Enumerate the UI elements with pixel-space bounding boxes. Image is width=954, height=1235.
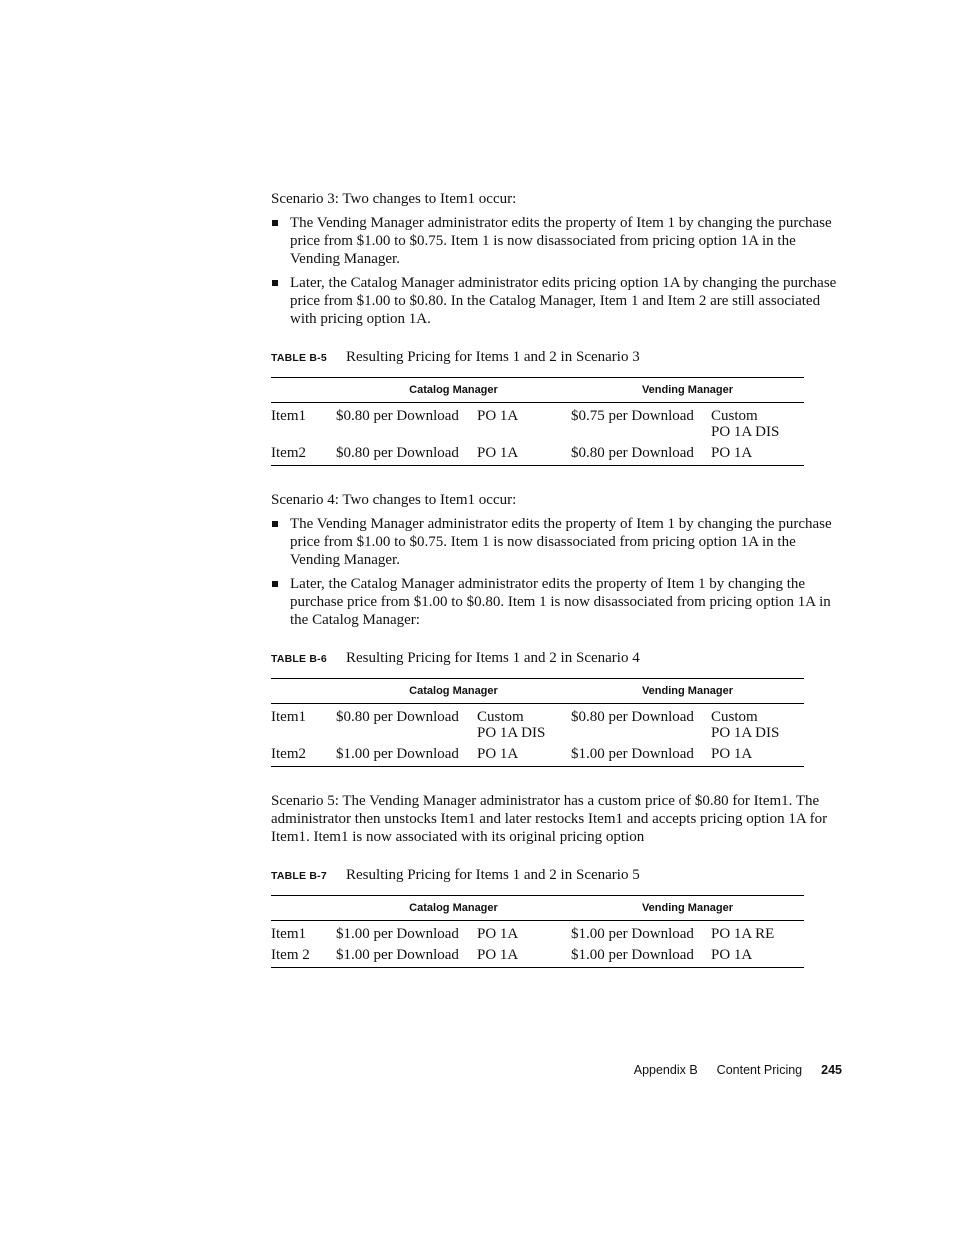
table-row xyxy=(271,403,804,441)
catalog-price-cell: $0.80 per Download xyxy=(336,408,459,424)
item-cell: Item1 xyxy=(271,709,306,725)
catalog-option-cell: PO 1A xyxy=(477,445,519,461)
item-cell: Item1 xyxy=(271,408,306,424)
vending-price-cell: $0.80 per Download xyxy=(571,445,694,461)
table-b5 xyxy=(271,377,804,466)
catalog-option-cell: Custom PO 1A DIS xyxy=(477,709,546,741)
bullet-item: The Vending Manager administrator edits the property of Item 1 by changing the purchase price from $1.00 to $0.75. Item 1 is now disassociated from pricing option 1A in the Vending Manager. xyxy=(271,214,846,268)
table-b6 xyxy=(271,678,804,767)
item-cell: Item 2 xyxy=(271,947,310,963)
item-cell: Item1 xyxy=(271,926,306,942)
catalog-option-cell: PO 1A xyxy=(477,746,519,762)
header-vending-manager: Vending Manager xyxy=(571,378,804,403)
table-row xyxy=(271,921,804,943)
square-bullet-icon xyxy=(272,581,278,587)
table-row xyxy=(271,741,804,767)
square-bullet-icon xyxy=(272,280,278,286)
table-header-row xyxy=(271,896,804,921)
table-row xyxy=(271,942,804,968)
vending-option-cell: PO 1A xyxy=(711,947,753,963)
catalog-price-cell: $1.00 per Download xyxy=(336,926,459,942)
header-catalog-manager: Catalog Manager xyxy=(336,378,571,403)
square-bullet-icon xyxy=(272,220,278,226)
header-catalog-manager: Catalog Manager xyxy=(336,679,571,704)
vending-price-cell: $1.00 per Download xyxy=(571,947,694,963)
footer-appendix: Appendix B xyxy=(633,1063,698,1077)
item-cell: Item2 xyxy=(271,445,306,461)
square-bullet-icon xyxy=(272,521,278,527)
item-cell: Item2 xyxy=(271,746,306,762)
catalog-price-cell: $1.00 per Download xyxy=(336,746,459,762)
catalog-price-cell: $0.80 per Download xyxy=(336,445,459,461)
vending-option-cell: Custom PO 1A DIS xyxy=(711,709,780,741)
vending-price-cell: $1.00 per Download xyxy=(571,746,694,762)
scenario-3-bullets xyxy=(271,214,846,328)
catalog-price-cell: $1.00 per Download xyxy=(336,947,459,963)
table-number: TABLE B-6 xyxy=(271,653,327,665)
vending-price-cell: $1.00 per Download xyxy=(571,926,694,942)
table-b5-caption xyxy=(271,348,846,367)
header-vending-manager: Vending Manager xyxy=(571,896,804,921)
bullet-item: Later, the Catalog Manager administrator edits pricing option 1A by changing the purchase price from $1.00 to $0.80. In the Catalog Manager, Item 1 and Item 2 are still associated with pricing option 1A. xyxy=(271,274,846,328)
scenario-3-intro: Scenario 3: Two changes to Item1 occur: xyxy=(271,191,517,207)
table-header-row xyxy=(271,378,804,403)
page-number: 245 xyxy=(821,1063,842,1077)
vending-option-cell: PO 1A xyxy=(711,445,753,461)
table-title: Resulting Pricing for Items 1 and 2 in Scenario 5 xyxy=(346,867,640,883)
catalog-option-cell: PO 1A xyxy=(477,408,519,424)
table-number: TABLE B-5 xyxy=(271,352,327,364)
catalog-option-cell: PO 1A xyxy=(477,926,519,942)
catalog-price-cell: $0.80 per Download xyxy=(336,709,459,725)
scenario-4-bullets xyxy=(271,515,846,629)
table-title: Resulting Pricing for Items 1 and 2 in Scenario 3 xyxy=(346,349,640,365)
scenario-4-intro: Scenario 4: Two changes to Item1 occur: xyxy=(271,492,517,508)
table-header-row xyxy=(271,679,804,704)
catalog-option-cell: PO 1A xyxy=(477,947,519,963)
scenario-5-intro: Scenario 5: The Vending Manager administrator has a custom price of $0.80 for Item1. The administrator then unstocks Item1 and later restocks Item1 and accepts pricing option 1A for Item1. Item1 is now associated with its original pricing option xyxy=(271,793,828,845)
table-b7 xyxy=(271,895,804,968)
header-catalog-manager: Catalog Manager xyxy=(336,896,571,921)
table-b6-caption xyxy=(271,649,846,668)
page-content xyxy=(271,190,846,968)
vending-price-cell: $0.80 per Download xyxy=(571,709,694,725)
table-b7-caption xyxy=(271,866,846,885)
table-number: TABLE B-7 xyxy=(271,870,327,882)
bullet-item: Later, the Catalog Manager administrator edits the property of Item 1 by changing the purchase price from $1.00 to $0.80. Item 1 is now disassociated from pricing option 1A in the Catalog Manager: xyxy=(271,575,846,629)
bullet-item: The Vending Manager administrator edits the property of Item 1 by changing the purchase price from $1.00 to $0.75. Item 1 is now disassociated from pricing option 1A in the Vending Manager. xyxy=(271,515,846,569)
table-row xyxy=(271,440,804,466)
footer-section: Content Pricing xyxy=(716,1063,803,1077)
vending-option-cell: Custom PO 1A DIS xyxy=(711,408,780,440)
table-row xyxy=(271,704,804,742)
header-vending-manager: Vending Manager xyxy=(571,679,804,704)
vending-option-cell: PO 1A xyxy=(711,746,753,762)
vending-option-cell: PO 1A RE xyxy=(711,926,775,942)
vending-price-cell: $0.75 per Download xyxy=(571,408,694,424)
table-title: Resulting Pricing for Items 1 and 2 in Scenario 4 xyxy=(346,650,640,666)
page-footer xyxy=(634,1063,842,1077)
